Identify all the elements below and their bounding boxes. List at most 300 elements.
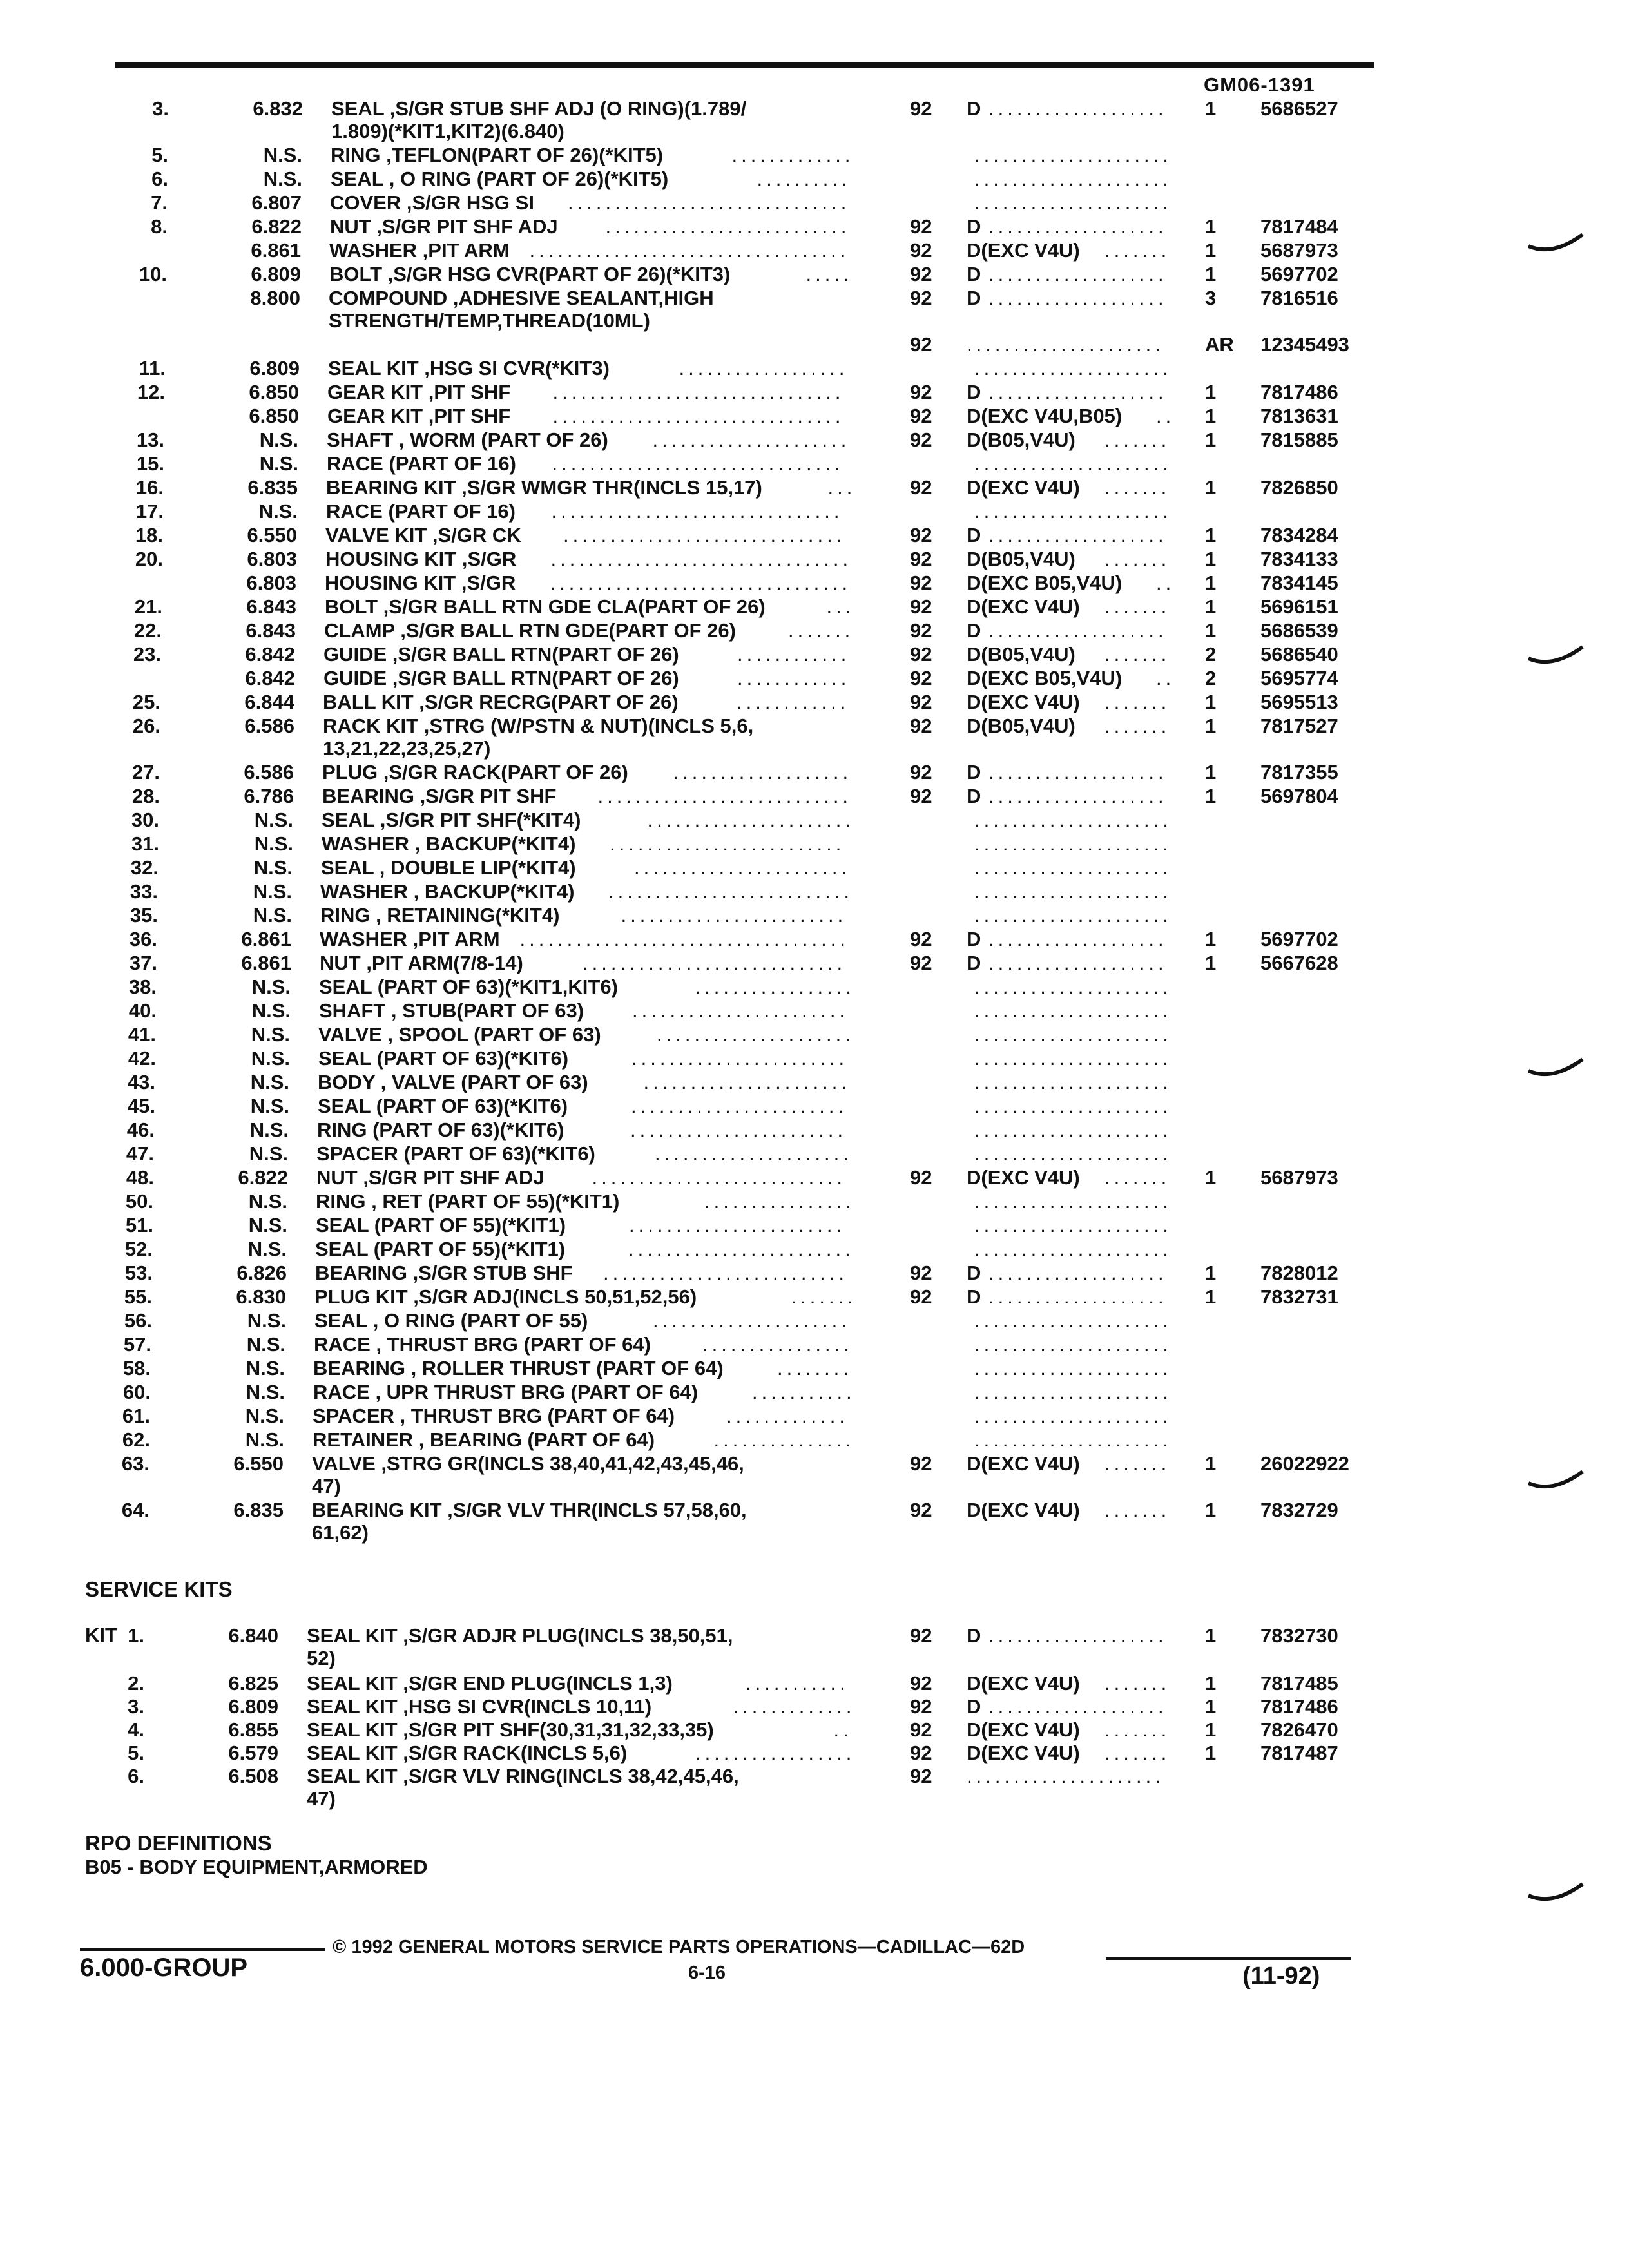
part-description-continued: 47) — [312, 1475, 341, 1497]
model-usage: D — [967, 952, 981, 974]
dot-leader: .......................... — [605, 215, 851, 238]
item-number: 23. — [133, 643, 161, 666]
part-number: 7817355 — [1260, 761, 1338, 783]
dot-leader: .......................... — [608, 880, 853, 903]
part-description: VALVE ,STRG GR(INCLS 38,40,41,42,43,45,46, — [312, 1452, 744, 1475]
quantity: 1 — [1205, 952, 1217, 974]
model-usage: D — [967, 97, 981, 120]
item-number: 26. — [132, 715, 160, 737]
part-row — [0, 879, 1629, 904]
dot-leader: ....... — [1104, 1452, 1171, 1475]
group-number: N.S. — [253, 880, 292, 903]
group-number: 6.786 — [244, 785, 294, 807]
group-number: 6.822 — [251, 215, 302, 238]
part-description: SEAL , DOUBLE LIP(*KIT4) — [321, 856, 576, 879]
part-number: 5687973 — [1260, 1166, 1338, 1189]
dot-leader: ................... — [988, 1262, 1168, 1284]
country-code: 92 — [910, 1742, 932, 1764]
dot-leader: ...................... — [647, 809, 854, 831]
country-code: 92 — [910, 524, 932, 546]
item-number: 3. — [128, 1695, 144, 1718]
item-number: 64. — [121, 1499, 149, 1521]
dot-leader: ....................... — [630, 1119, 847, 1141]
part-number: 12345493 — [1260, 333, 1349, 356]
country-code: 92 — [910, 928, 932, 950]
dot-leader: ........................ — [628, 1238, 854, 1260]
part-description: SEAL KIT ,S/GR ADJR PLUG(INCLS 38,50,51, — [307, 1624, 733, 1647]
kit-row — [0, 1718, 1629, 1742]
quantity: 1 — [1205, 1499, 1217, 1521]
model-usage: D — [967, 381, 981, 403]
dot-leader: ..................... — [652, 428, 851, 451]
binder-hole-mark-2 — [1527, 644, 1585, 670]
item-number: 5. — [128, 1742, 144, 1764]
dot-leader: ...................... — [643, 1071, 851, 1093]
dot-leader: ..................... — [974, 809, 1172, 831]
quantity: 1 — [1205, 595, 1217, 618]
group-number: 6.855 — [228, 1718, 278, 1741]
part-row — [0, 1046, 1629, 1071]
part-row-continuation — [0, 1787, 1629, 1811]
part-row — [0, 1452, 1629, 1476]
dot-leader: ........................... — [597, 785, 853, 807]
part-row — [0, 571, 1629, 595]
dot-leader: ............................... — [552, 405, 845, 427]
dot-leader: ..................... — [974, 832, 1172, 855]
group-number: 6.803 — [246, 572, 296, 594]
group-number: N.S. — [249, 1119, 289, 1141]
model-usage: D — [967, 761, 981, 783]
dot-leader: ..................... — [974, 904, 1172, 927]
dot-leader: .............................. — [563, 524, 846, 546]
part-description: WASHER ,PIT ARM — [329, 239, 510, 262]
quantity: 1 — [1205, 1452, 1217, 1475]
group-number: 6.809 — [228, 1695, 278, 1718]
item-number: 1. — [128, 1624, 144, 1647]
part-description: SEAL KIT ,S/GR VLV RING(INCLS 38,42,45,46, — [307, 1765, 739, 1787]
dot-leader: ..................... — [974, 1023, 1172, 1046]
footer-page-number: 6-16 — [688, 1963, 726, 1983]
rpo-title: RPO DEFINITIONS — [85, 1831, 272, 1855]
country-code: 92 — [910, 667, 932, 689]
item-number: 36. — [129, 928, 157, 950]
quantity: 1 — [1205, 215, 1217, 238]
part-description: NUT ,S/GR PIT SHF ADJ — [316, 1166, 545, 1189]
item-number: 28. — [131, 785, 160, 807]
part-row — [0, 1309, 1629, 1333]
part-description: SEAL (PART OF 55)(*KIT1) — [315, 1238, 566, 1260]
item-number: 62. — [122, 1428, 150, 1451]
country-code: 92 — [910, 1765, 932, 1787]
dot-leader: ................... — [988, 952, 1168, 974]
item-number: 60. — [122, 1381, 151, 1403]
group-number: N.S. — [250, 1095, 289, 1117]
group-number: N.S. — [259, 428, 298, 451]
group-number: N.S. — [245, 1405, 284, 1427]
item-number: 3. — [152, 97, 169, 120]
country-code: 92 — [910, 333, 932, 356]
kit-row — [0, 1741, 1629, 1765]
part-number: 7813631 — [1260, 405, 1338, 427]
part-description: BALL KIT ,S/GR RECRG(PART OF 26) — [323, 691, 679, 713]
dot-leader: ... — [826, 595, 855, 618]
country-code: 92 — [910, 97, 932, 120]
model-usage: D(EXC V4U) — [967, 595, 1080, 618]
model-usage: D(B05,V4U) — [967, 643, 1075, 666]
part-description: SEAL KIT ,S/GR END PLUG(INCLS 1,3) — [307, 1672, 673, 1695]
item-number: 12. — [137, 381, 165, 403]
part-description: RING ,TEFLON(PART OF 26)(*KIT5) — [331, 144, 664, 166]
item-number: 16. — [135, 476, 164, 499]
part-description: BEARING KIT ,S/GR WMGR THR(INCLS 15,17) — [326, 476, 762, 499]
part-description-continued: 1.809)(*KIT1,KIT2)(6.840) — [331, 120, 564, 142]
group-number: N.S. — [251, 975, 291, 998]
part-row — [0, 619, 1629, 643]
country-code: 92 — [910, 1695, 932, 1718]
item-number: 50. — [125, 1190, 153, 1213]
item-number: 11. — [139, 357, 166, 380]
part-row — [0, 714, 1629, 738]
part-number: 7832730 — [1260, 1624, 1338, 1647]
part-row — [0, 1070, 1629, 1095]
part-description: COVER ,S/GR HSG SI — [330, 191, 534, 214]
binder-hole-mark-3 — [1527, 1057, 1585, 1082]
part-row — [0, 1189, 1629, 1214]
country-code: 92 — [910, 619, 932, 642]
dot-leader: ....................... — [634, 856, 851, 879]
model-usage: D(B05,V4U) — [967, 428, 1075, 451]
dot-leader: .. — [1156, 405, 1175, 427]
part-row — [0, 1023, 1629, 1047]
part-row — [0, 523, 1629, 548]
group-number: 6.809 — [249, 357, 300, 380]
dot-leader: ........................ — [621, 904, 847, 927]
dot-leader: ....... — [1104, 1718, 1171, 1741]
group-number: N.S. — [247, 1238, 287, 1260]
item-number: 10. — [139, 263, 167, 285]
model-usage: D — [967, 785, 981, 807]
part-row — [0, 975, 1629, 999]
item-number: 8. — [151, 215, 168, 238]
dot-leader: ..................... — [655, 1142, 853, 1165]
part-description: RACE (PART OF 16) — [326, 500, 516, 523]
dot-leader: ................... — [988, 1285, 1168, 1308]
quantity: 1 — [1205, 1166, 1217, 1189]
dot-leader: ................................... — [519, 928, 849, 950]
item-number: 20. — [135, 548, 163, 570]
country-code: 92 — [910, 761, 932, 783]
part-number: 5695774 — [1260, 667, 1338, 689]
item-number: 41. — [128, 1023, 156, 1046]
rpo-entry: B05 - BODY EQUIPMENT,ARMORED — [85, 1856, 428, 1878]
binder-hole-mark-1 — [1527, 232, 1585, 258]
part-row — [0, 1380, 1629, 1405]
part-description: RACE , UPR THRUST BRG (PART OF 64) — [313, 1381, 699, 1403]
group-number: 6.579 — [228, 1742, 278, 1764]
group-number: N.S. — [249, 1142, 288, 1165]
model-usage: D(EXC V4U) — [967, 1452, 1080, 1475]
part-row — [0, 903, 1629, 928]
part-row — [0, 1237, 1629, 1262]
dot-leader: ....... — [1104, 1166, 1171, 1189]
dot-leader: ..................... — [974, 1071, 1172, 1093]
part-number: 7816516 — [1260, 287, 1338, 309]
item-number: 61. — [122, 1405, 150, 1427]
model-usage: D(EXC V4U) — [967, 1166, 1080, 1189]
part-row — [0, 452, 1629, 476]
quantity: 1 — [1205, 381, 1217, 403]
part-description-continued: 61,62) — [312, 1521, 369, 1544]
part-description: SPACER , THRUST BRG (PART OF 64) — [313, 1405, 675, 1427]
part-description: BEARING KIT ,S/GR VLV THR(INCLS 57,58,60, — [312, 1499, 747, 1521]
dot-leader: .................. — [679, 357, 849, 380]
part-number: 7817486 — [1260, 381, 1338, 403]
dot-leader: ................. — [695, 975, 855, 998]
part-row — [0, 832, 1629, 856]
part-number: 7817485 — [1260, 1672, 1338, 1695]
dot-leader: ....... — [1104, 715, 1171, 737]
dot-leader: .................................. — [529, 239, 850, 262]
dot-leader: ............ — [737, 691, 850, 713]
part-number: 7817487 — [1260, 1742, 1338, 1764]
group-number: 6.803 — [247, 548, 297, 570]
group-number: 6.842 — [245, 667, 295, 689]
part-row — [0, 1261, 1629, 1285]
part-row — [0, 286, 1629, 311]
part-description: NUT ,S/GR PIT SHF ADJ — [330, 215, 558, 238]
country-code: 92 — [910, 1499, 932, 1521]
quantity: AR — [1205, 333, 1234, 356]
kit-row — [0, 1671, 1629, 1696]
part-description: SHAFT , WORM (PART OF 26) — [327, 428, 608, 451]
part-number: 7817527 — [1260, 715, 1338, 737]
part-description: SEAL KIT ,S/GR PIT SHF(30,31,31,32,33,35) — [307, 1718, 714, 1741]
dot-leader: .......... — [757, 168, 851, 190]
country-code: 92 — [910, 1718, 932, 1741]
country-code: 92 — [910, 691, 932, 713]
item-number: 52. — [124, 1238, 153, 1260]
dot-leader: ................................ — [550, 572, 852, 594]
dot-leader: ................. — [695, 1742, 856, 1764]
part-description: SEAL KIT ,HSG SI CVR(*KIT3) — [328, 357, 610, 380]
part-row-continuation — [0, 1646, 1629, 1671]
country-code: 92 — [910, 548, 932, 570]
dot-leader: ............. — [731, 144, 854, 166]
part-row — [0, 666, 1629, 691]
item-number: 15. — [136, 452, 164, 475]
group-number: N.S. — [248, 1190, 287, 1213]
part-row — [0, 690, 1629, 715]
group-number: 6.850 — [249, 405, 299, 427]
part-description: SEAL KIT ,S/GR RACK(INCLS 5,6) — [307, 1742, 628, 1764]
dot-leader: ....... — [1104, 548, 1171, 570]
kit-row — [0, 1624, 1629, 1648]
dot-leader: ................... — [988, 1695, 1168, 1718]
group-number: 6.844 — [244, 691, 294, 713]
part-number: 7834145 — [1260, 572, 1338, 594]
dot-leader: ..................... — [657, 1023, 854, 1046]
part-row — [0, 167, 1629, 191]
part-description: RING , RETAINING(*KIT4) — [320, 904, 560, 927]
part-row — [0, 404, 1629, 428]
part-row — [0, 499, 1629, 524]
group-number: 6.826 — [236, 1262, 287, 1284]
part-row — [0, 332, 1629, 357]
part-row — [0, 642, 1629, 667]
model-usage: D(EXC V4U) — [967, 239, 1080, 262]
dot-leader: ..................... — [974, 500, 1172, 523]
country-code: 92 — [910, 715, 932, 737]
dot-leader: ............................... — [552, 381, 845, 403]
group-number: N.S. — [258, 500, 298, 523]
quantity: 1 — [1205, 572, 1217, 594]
part-row — [0, 808, 1629, 832]
item-number: 47. — [126, 1142, 154, 1165]
item-number: 17. — [135, 500, 164, 523]
item-number: 43. — [127, 1071, 155, 1093]
dot-leader: ..................... — [974, 856, 1172, 879]
quantity: 1 — [1205, 476, 1217, 499]
dot-leader: ............................... — [552, 452, 844, 475]
dot-leader: ....... — [1104, 643, 1171, 666]
part-description: SEAL (PART OF 63)(*KIT1,KIT6) — [319, 975, 618, 998]
part-row — [0, 238, 1629, 263]
group-number: 6.550 — [247, 524, 297, 546]
part-row — [0, 97, 1629, 121]
dot-leader: ................... — [673, 761, 853, 783]
part-row — [0, 1142, 1629, 1166]
part-description: PLUG KIT ,S/GR ADJ(INCLS 50,51,52,56) — [314, 1285, 697, 1308]
part-description-continued: 52) — [307, 1647, 336, 1669]
dot-leader: ..................... — [974, 1381, 1172, 1403]
item-number: 13. — [136, 428, 164, 451]
part-number: 5686539 — [1260, 619, 1338, 642]
quantity: 2 — [1205, 643, 1217, 666]
quantity: 2 — [1205, 667, 1217, 689]
part-number: 7815885 — [1260, 428, 1338, 451]
part-description: SEAL ,S/GR STUB SHF ADJ (O RING)(1.789/ — [331, 97, 747, 120]
quantity: 1 — [1205, 524, 1217, 546]
group-number: N.S. — [263, 144, 302, 166]
dot-leader: .. — [1156, 572, 1175, 594]
model-usage: D(EXC B05,V4U) — [967, 572, 1123, 594]
dot-leader: ..................... — [974, 1214, 1172, 1236]
quantity: 1 — [1205, 548, 1217, 570]
part-description: RETAINER , BEARING (PART OF 64) — [313, 1428, 655, 1451]
part-row — [0, 428, 1629, 452]
item-number: 53. — [124, 1262, 153, 1284]
dot-leader: ....... — [1104, 691, 1171, 713]
country-code: 92 — [910, 263, 932, 285]
dot-leader: ..................... — [974, 357, 1172, 380]
part-description: BEARING , ROLLER THRUST (PART OF 64) — [313, 1357, 724, 1379]
quantity: 1 — [1205, 1695, 1217, 1718]
footer-rule-left — [80, 1948, 325, 1951]
part-number: 5695513 — [1260, 691, 1338, 713]
part-row — [0, 999, 1629, 1023]
group-number: N.S. — [263, 168, 302, 190]
country-code: 92 — [910, 785, 932, 807]
country-code: 92 — [910, 1624, 932, 1647]
part-row — [0, 191, 1629, 215]
group-number: 8.800 — [250, 287, 300, 309]
dot-leader: ..................... — [974, 1357, 1172, 1379]
country-code: 92 — [910, 239, 932, 262]
dot-leader: ........... — [746, 1672, 849, 1695]
part-description: GUIDE ,S/GR BALL RTN(PART OF 26) — [323, 667, 679, 689]
country-code: 92 — [910, 215, 932, 238]
part-row — [0, 143, 1629, 168]
part-number: 5667628 — [1260, 952, 1338, 974]
dot-leader: ....................... — [631, 1047, 849, 1070]
group-number: 6.830 — [236, 1285, 286, 1308]
part-row — [0, 1404, 1629, 1428]
part-description: RING , RET (PART OF 55)(*KIT1) — [316, 1190, 620, 1213]
model-usage: D — [967, 263, 981, 285]
dot-leader: ............................... — [551, 500, 843, 523]
quantity: 1 — [1205, 97, 1217, 120]
part-description: RING (PART OF 63)(*KIT6) — [317, 1119, 564, 1141]
dot-leader: ....... — [1104, 476, 1171, 499]
dot-leader: ................... — [988, 97, 1168, 120]
part-row — [0, 1094, 1629, 1119]
group-number: N.S. — [251, 1023, 290, 1046]
group-number: 6.807 — [251, 191, 302, 214]
group-number: 6.861 — [241, 928, 291, 950]
dot-leader: ................... — [988, 263, 1168, 285]
group-number: N.S. — [247, 1309, 286, 1332]
part-description: WASHER , BACKUP(*KIT4) — [322, 832, 576, 855]
group-number: N.S. — [254, 809, 293, 831]
group-number: 6.843 — [246, 619, 296, 642]
quantity: 1 — [1205, 1285, 1217, 1308]
part-row — [0, 784, 1629, 809]
part-description: BEARING ,S/GR STUB SHF — [315, 1262, 573, 1284]
dot-leader: ....................... — [629, 1214, 846, 1236]
item-number: 33. — [130, 880, 158, 903]
quantity: 1 — [1205, 1262, 1217, 1284]
part-description-continued: STRENGTH/TEMP,THREAD(10ML) — [329, 309, 650, 332]
group-number: 6.586 — [244, 761, 294, 783]
model-usage: D(B05,V4U) — [967, 715, 1075, 737]
item-number: 7. — [151, 191, 168, 214]
dot-leader: ..... — [805, 263, 853, 285]
part-row-continuation — [0, 1521, 1629, 1545]
item-number: 25. — [132, 691, 160, 713]
dot-leader: ..................... — [974, 168, 1172, 190]
item-number: 55. — [124, 1285, 152, 1308]
item-number: 38. — [128, 975, 157, 998]
item-number: 18. — [135, 524, 163, 546]
model-usage: D — [967, 1285, 981, 1308]
dot-leader: ..................... — [974, 1333, 1172, 1356]
group-number: N.S. — [253, 856, 293, 879]
part-description: HOUSING KIT ,S/GR — [325, 572, 516, 594]
country-code: 92 — [910, 1262, 932, 1284]
part-row — [0, 951, 1629, 975]
binder-hole-mark-4 — [1527, 1469, 1585, 1495]
part-number: 7832731 — [1260, 1285, 1338, 1308]
dot-leader: ................ — [704, 1190, 855, 1213]
part-row — [0, 595, 1629, 619]
binder-hole-mark-5 — [1527, 1881, 1585, 1907]
country-code: 92 — [910, 952, 932, 974]
item-number: 51. — [125, 1214, 153, 1236]
part-description: BOLT ,S/GR HSG CVR(PART OF 26)(*KIT3) — [329, 263, 731, 285]
item-number: 2. — [128, 1672, 144, 1695]
model-usage: D(EXC V4U) — [967, 1718, 1080, 1741]
country-code: 92 — [910, 1285, 932, 1308]
